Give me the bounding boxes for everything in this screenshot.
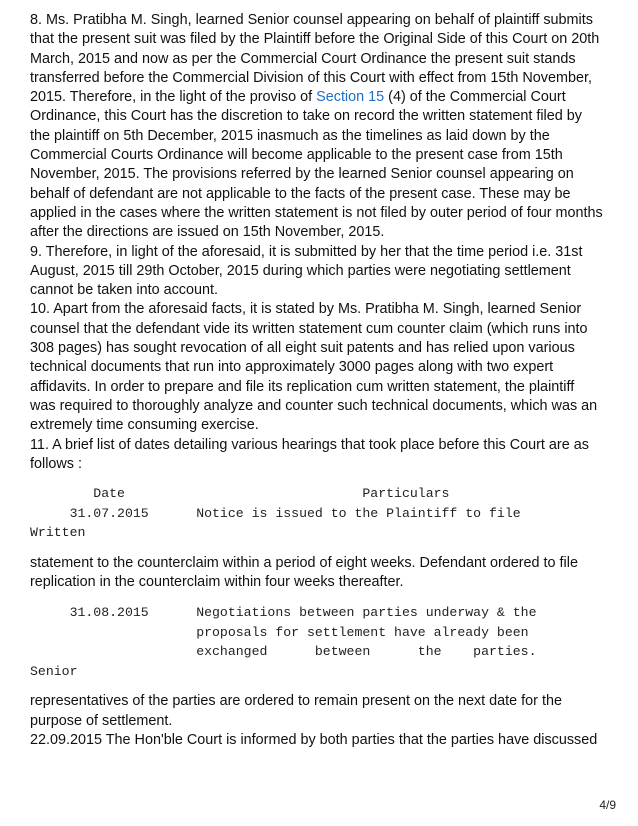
section-15-link[interactable]: Section 15 xyxy=(316,89,385,106)
continuation-text-2: representatives of the parties are ordered to remain present on the next date for the purpose of settlement. xyxy=(30,693,562,729)
dates-table-block-1: Date Particulars 31.07.2015 Notice is issued to the Plaintiff to file Written xyxy=(30,486,521,541)
continuation-text-3: 22.09.2015 The Hon'ble Court is informed by both parties that the parties have discussed xyxy=(30,731,598,748)
dates-table-block-2: 31.08.2015 Negotiations between parties underway & the proposals for settlement have already been exchanged between the parties. Senior xyxy=(30,605,537,679)
continuation-text-1: statement to the counterclaim within a period of eight weeks. Defendant ordered to file replication in the counterclaim within four weeks thereafter. xyxy=(30,554,578,590)
paragraph-8-text-end: (4) of the Commercial Court Ordinance, this Court has the discretion to take on record the written statement filed by the plaintiff on 5th December, 2015 inasmuch as the timelines as laid down by the Commercial Courts Ordinance will become applicable to the present case from 15th November, 2015. The provisions referred by the learned Senior counsel appearing on behalf of defendant are not applicable to the facts of the present case. These may be applied in the cases where the written statement is not filed by outer period of four months after the directions are issued on 15th November, 2015. xyxy=(30,89,603,241)
paragraph-10: 10. Apart from the aforesaid facts, it is stated by Ms. Pratibha M. Singh, learned Senior counsel that the defendant vide its written statement cum counter claim (which runs into 308 pages) has sought revocation of all eight suit patents and has relied upon various technical documents that run into approximately 3000 pages along with two expert affidavits. In order to prepare and file its replication cum written statement, the plaintiff was required to thoroughly analyze and counter such technical documents, which was an extremely time consuming exercise. xyxy=(30,301,598,434)
paragraph-11: 11. A brief list of dates detailing various hearings that took place before this Court are as follows : xyxy=(30,436,589,472)
page-number: 4/9 xyxy=(599,798,616,812)
paragraph-9: 9. Therefore, in light of the aforesaid, it is submitted by her that the time period i.e. 31st August, 2015 till 29th October, 2015 during which parties were negotiating settlement cannot be taken into account. xyxy=(30,243,583,299)
paragraph-8 xyxy=(30,11,610,243)
document-page xyxy=(30,11,610,750)
paragraph-8-text-start: 8. Ms. Pratibha M. Singh, learned Senior counsel appearing on behalf of plaintiff submits that the present suit was filed by the Plaintiff before the Original Side of this Court on 20th March, 2015 and now as per the Commercial Court Ordinance the present suit stands transferred before the Commercial Division of this Court with effect from 15th November, 2015. Therefore, in the light of the proviso of xyxy=(30,12,600,106)
